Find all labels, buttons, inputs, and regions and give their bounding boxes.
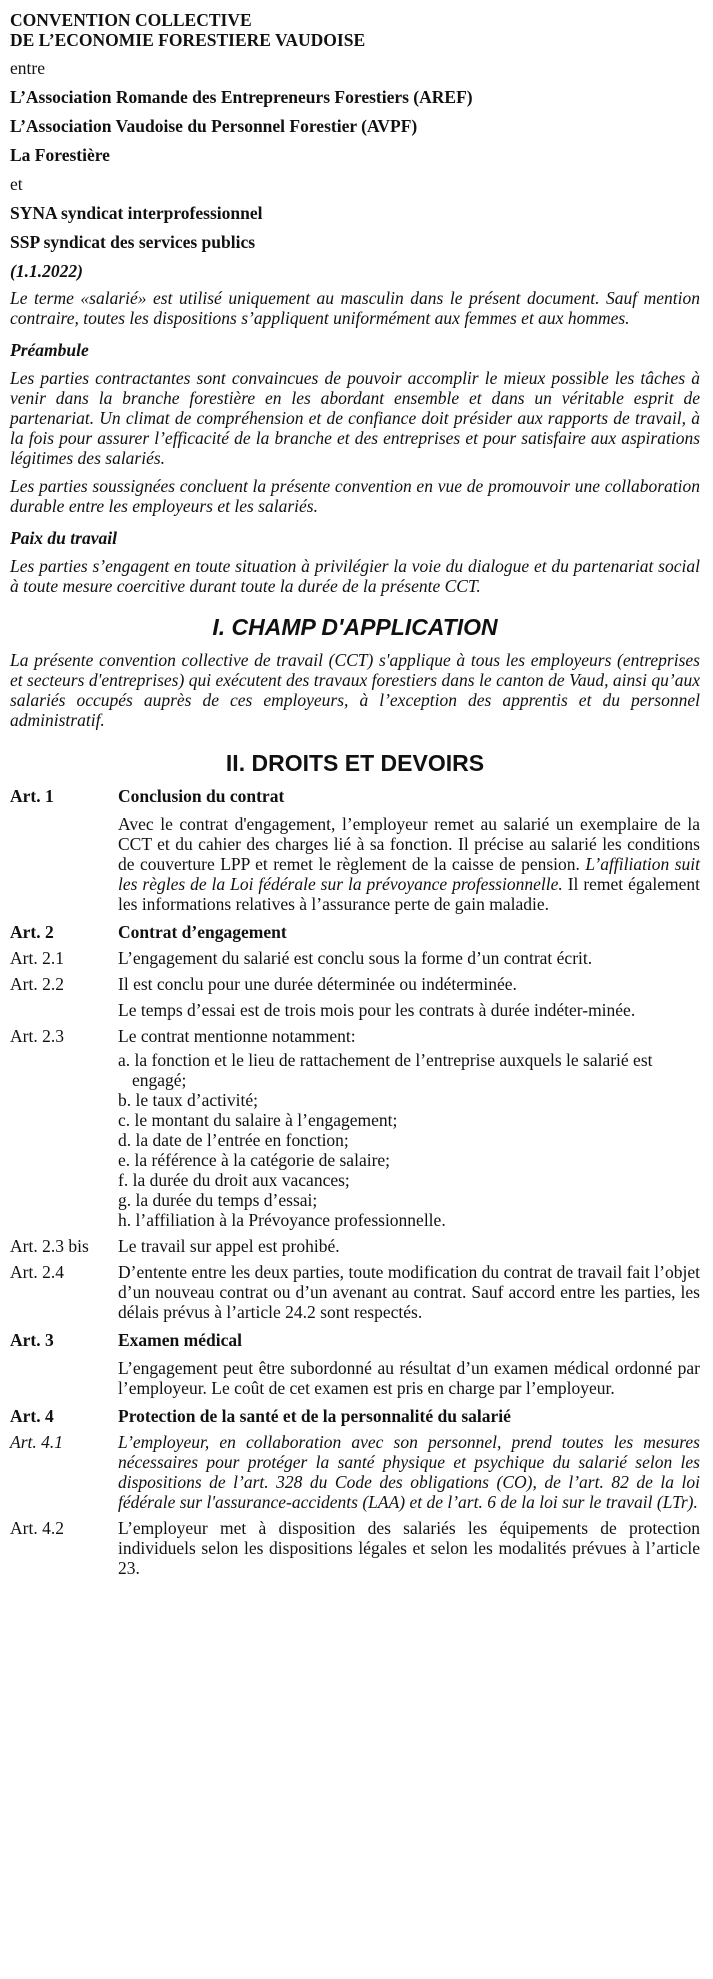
article-2-3 [10,1026,700,1046]
gender-note: Le terme «salarié» est utilisé uniquement au masculin dans le présent document. Sauf mention contraire, toutes les dispositions s’appliquent uniformément aux femmes et aux hommes. [10,288,700,328]
list-item: e. la référence à la catégorie de salaire; [118,1150,391,1170]
article-2-3-bis [10,1236,700,1256]
peace-heading: Paix du travail [10,528,117,548]
doc-title-line2: DE L’ECONOMIE FORESTIERE VAUDOISE [10,30,366,50]
article-4-1 [10,1432,700,1512]
article-text: L’employeur met à disposition des salariés les équipements de protection individuels selon les dispositions légales et selon les modalités prévues à l’article 23. [118,1518,700,1578]
list-item: f. la durée du droit aux vacances; [118,1170,350,1190]
article-number: Art. 2.3 [10,1026,64,1046]
article-number: Art. 3 [10,1330,54,1350]
list-item: g. la durée du temps d’essai; [118,1190,318,1210]
peace-text: Les parties s’engagent en toute situation à privilégier la voie du dialogue et du partenariat social à toute mesure coercitive durant toute la durée de la présente CCT. [10,556,700,596]
article-text: Il est conclu pour une durée déterminée ou indéterminée. [118,974,517,994]
list-item: b. le taux d’activité; [118,1090,258,1110]
article-text: D’entente entre les deux parties, toute modification du contrat de travail fait l’objet d’un nouveau contrat ou d’un avenant au contrat. Sauf accord entre les parties, les délais prévus à l’article 24.2 sont respectés. [118,1262,700,1322]
doc-date: (1.1.2022) [10,261,83,281]
list-item: c. le montant du salaire à l’engagement; [118,1110,398,1130]
article-number: Art. 2.1 [10,948,64,968]
article-title: Examen médical [118,1330,242,1350]
article-1-text-part: Il remet également les informations relatives à l’assurance perte de gain maladie. [118,874,700,914]
article-2-2-trial-period: Le temps d’essai est de trois mois pour les contrats à durée indéter-minée. [118,1000,636,1020]
article-text: Le contrat mentionne notamment: [118,1026,356,1046]
article-2-4 [10,1262,700,1322]
list-item: h. l’affiliation à la Prévoyance professionnelle. [118,1210,446,1230]
article-text: L’employeur, en collaboration avec son personnel, prend toutes les mesures nécessaires pour protéger la santé physique et psychique du salarié selon les dispositions de l’art. 328 du Code des obligations (CO), de l’art. 82 de la loi fédérale sur l'assurance-accidents (LAA) et de l’art. 6 de la loi sur le travail (LTr). [118,1432,700,1512]
preamble-heading: Préambule [10,340,89,360]
article-2-1 [10,948,700,968]
preamble-paragraph-1: Les parties contractantes sont convaincues de pouvoir accomplir le mieux possible les tâches à venir dans la branche forestière en les abordant ensemble et dans un véritable esprit de partenariat. Un climat de compréhension et de confiance doit présider aux rapports de travail, à la fois pour assurer l’efficacité de la branche et des entreprises et pour satisfaire aux aspirations légitimes des salariés. [10,368,700,468]
doc-title-line1: CONVENTION COLLECTIVE [10,10,252,30]
article-number: Art. 4 [10,1406,54,1426]
article-2-3-list [118,1050,700,1230]
article-3-heading [10,1330,700,1350]
article-title: Contrat d’engagement [118,922,287,942]
article-number: Art. 4.1 [10,1432,63,1452]
article-text: L’engagement du salarié est conclu sous la forme d’un contrat écrit. [118,948,593,968]
article-number: Art. 1 [10,786,54,806]
article-number: Art. 2 [10,922,54,942]
preamble-paragraph-2: Les parties soussignées concluent la présente convention en vue de promouvoir une collaboration durable entre les employeurs et les salariés. [10,476,700,516]
article-1-heading [10,786,700,806]
article-2-2 [10,974,700,994]
party-avpf: L’Association Vaudoise du Personnel Forestier (AVPF) [10,116,418,136]
between-label: entre [10,58,45,78]
article-text: Le travail sur appel est prohibé. [118,1236,340,1256]
section-1-heading: I. CHAMP D'APPLICATION [212,614,498,640]
article-2-heading [10,922,700,942]
article-number: Art. 2.4 [10,1262,64,1282]
party-syna: SYNA syndicat interprofessionnel [10,203,263,223]
section-1-text: La présente convention collective de travail (CCT) s'applique à tous les employeurs (entreprises et secteurs d'entreprises) qui exécutent des travaux forestiers dans le canton de Vaud, ainsi qu’aux salariés occupés auprès de ces employeurs, à l’exception des apprentis et du personnel administratif. [10,650,700,730]
and-label: et [10,174,23,194]
article-number: Art. 4.2 [10,1518,64,1538]
section-2-heading: II. DROITS ET DEVOIRS [225,750,485,776]
article-1-text-italic: L’affiliation suit les règles de la Loi fédérale sur la prévoyance professionnelle. [118,854,701,894]
list-item: d. la date de l’entrée en fonction; [118,1130,349,1150]
article-title: Conclusion du contrat [118,786,285,806]
party-la-forestiere: La Forestière [10,145,110,165]
article-4-2 [10,1518,700,1578]
article-number: Art. 2.3 bis [10,1236,89,1256]
article-4-heading [10,1406,700,1426]
article-1-text-part: Avec le contrat d'engagement, l’employeur remet au salarié un exemplaire de la CCT et du cahier des charges lié à sa fonction. Il précise au salarié les conditions de couverture LPP et remet le règlement de la caisse de pension. [118,814,700,874]
article-title: Protection de la santé et de la personnalité du salarié [118,1406,511,1426]
party-aref: L’Association Romande des Entrepreneurs Forestiers (AREF) [10,87,473,107]
article-3-text: L’engagement peut être subordonné au résultat d’un examen médical ordonné par l’employeur. Le coût de cet examen est pris en charge par l’employeur. [118,1358,700,1398]
list-item: a. la fonction et le lieu de rattachement de l’entreprise auxquels le salarié est engagé; [118,1050,653,1090]
party-ssp: SSP syndicat des services publics [10,232,256,252]
article-number: Art. 2.2 [10,974,64,994]
article-1-text [118,814,700,914]
